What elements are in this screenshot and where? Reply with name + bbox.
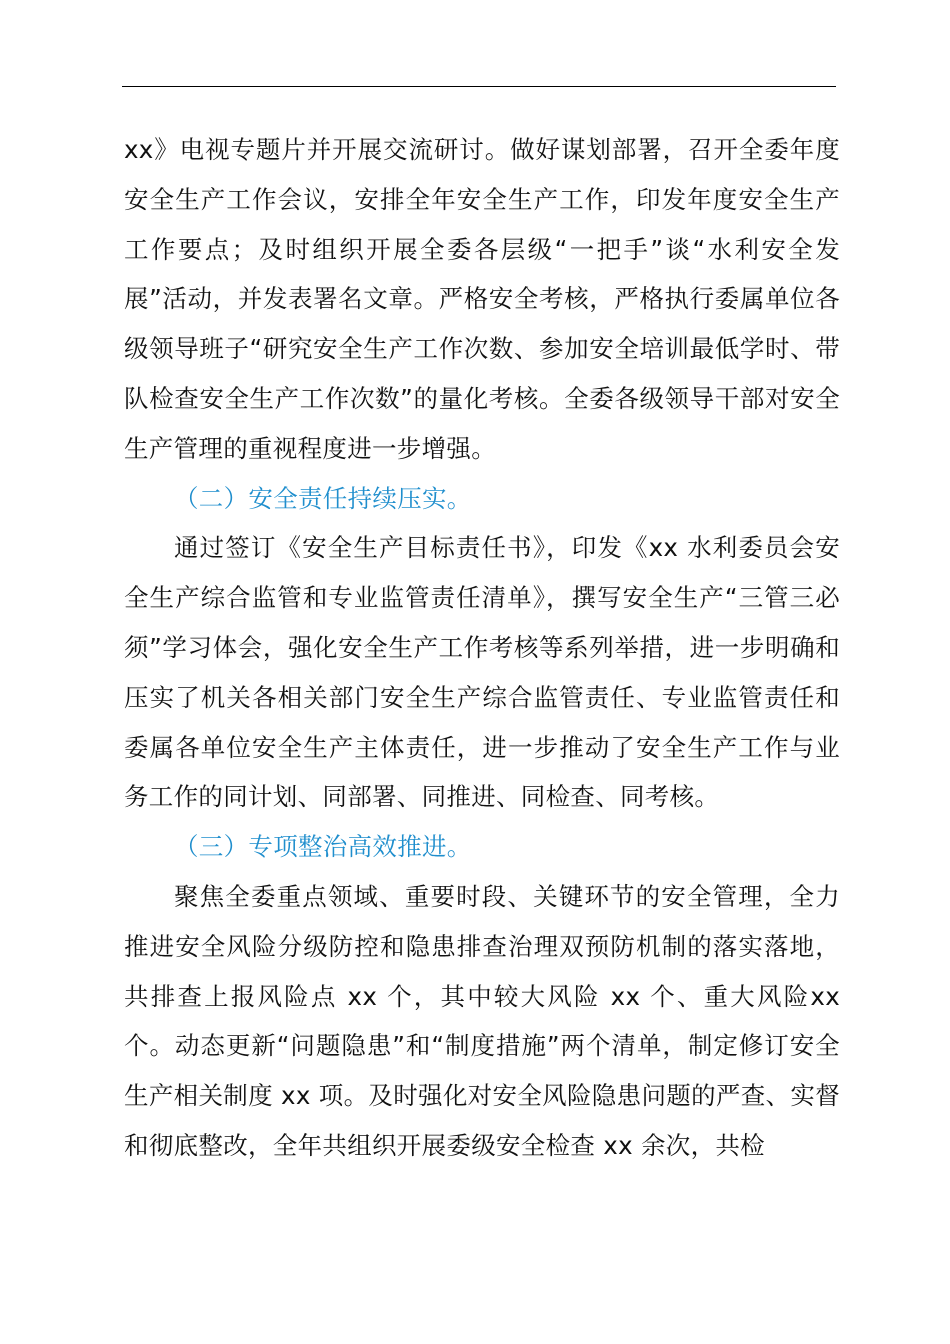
paragraph-meeting-and-assessment: xx》电视专题片并开展交流研讨。做好谋划部署，召开全委年度安全生产工作会议，安排全年安全生产工作，印发年度安全生产工作要点；及时组织开展全委各层级“一把手”谈“水利安全发展”活动，并发表署名文章。严格安全考核，严格执行委属单位各级领导班子“研究安全生产工作次数、参加安全培训最低学时、带队检查安全生产工作次数”的量化考核。全委各级领导干部对安全生产管理的重视程度进一步增强。 [124, 135, 840, 463]
section-heading-2: （二）安全责任持续压实。 [174, 483, 472, 513]
section-heading-3: （三）专项整治高效推进。 [174, 832, 472, 862]
paragraph-responsibility: 通过签订《安全生产目标责任书》，印发《xx 水利委员会安全生产综合监管和专业监管责任清单》，撰写安全生产“三管三必须”学习体会，强化安全生产工作考核等系列举措，进一步明确和压实了机关各相关部门安全生产综合监管责任、专业监管责任和委属各单位安全生产主体责任，进一步推动了安全生产工作与业务工作的同计划、同部署、同推进、同检查、同考核。 [124, 533, 840, 812]
document-body [124, 125, 840, 1171]
paragraph-special-rectification: 聚焦全委重点领域、重要时段、关键环节的安全管理，全力推进安全风险分级防控和隐患排查治理双预防机制的落实落地，共排查上报风险点 xx 个，其中较大风险 xx 个、重大风险xx 个。动态更新“问题隐患”和“制度措施”两个清单，制定修订安全生产相关制度 xx 项。及时强化对安全风险隐患问题的严查、实督和彻底整改，全年共组织开展委级安全检查 xx 余次，共检 [124, 881, 840, 1160]
header-rule [122, 86, 836, 87]
